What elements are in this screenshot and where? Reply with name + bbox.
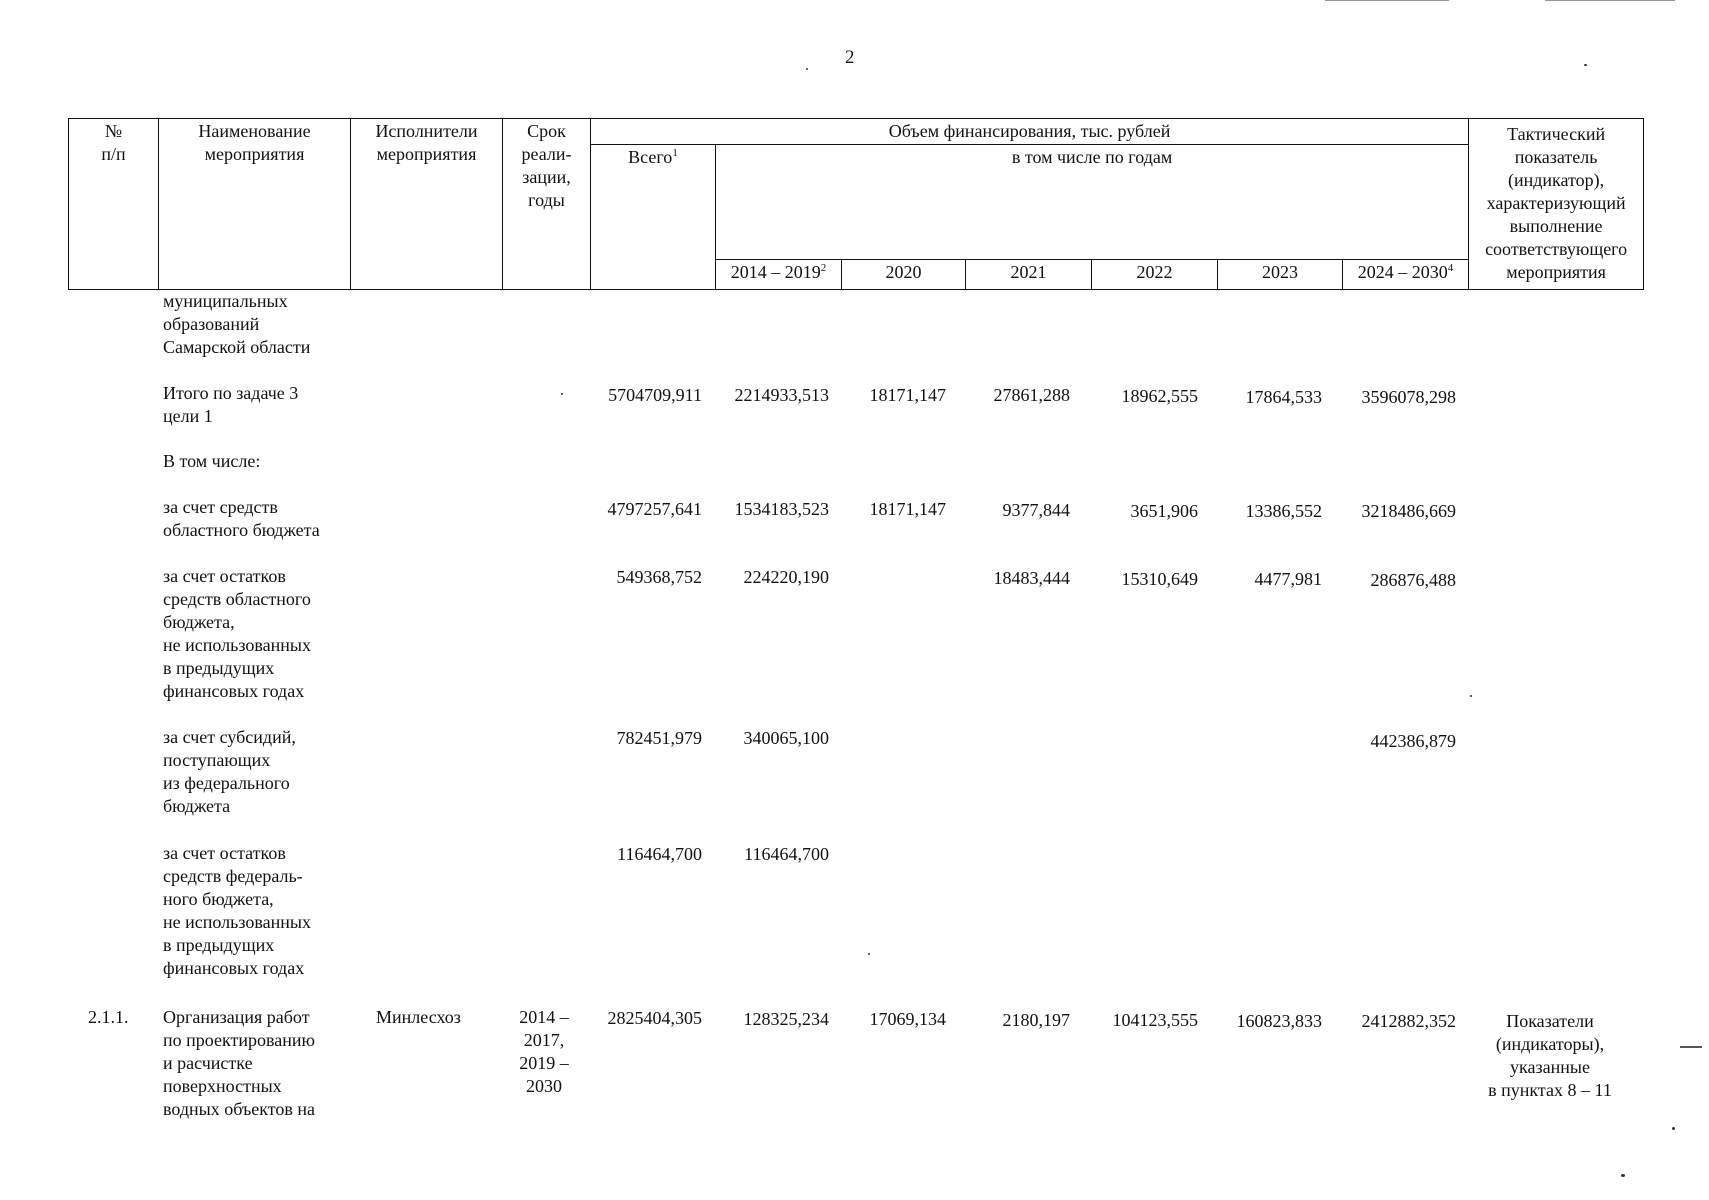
row-211-executor: Минлесхоз <box>376 1007 461 1027</box>
row-subsidii-name: за счет субсидий, поступающих из федерального бюджета <box>163 727 296 816</box>
row-ostatki-obl-y2023: 4477,981 <box>1254 569 1322 589</box>
header-num: № п/п <box>69 119 159 290</box>
row-ostatki-obl-name: за счет остатков средств областного бюджета, не использованных в предыдущих финансовых годах <box>163 566 311 701</box>
row-continuation-name: муниципальных образований Самарской области <box>163 291 311 357</box>
header-year-2023: 2023 <box>1218 260 1343 290</box>
row-ostatki-obl-y2014: 224220,190 <box>743 567 829 587</box>
row-ostatki-obl-y2021: 18483,444 <box>993 568 1070 588</box>
row-oblast-name: за счет средств областного бюджета <box>163 497 320 540</box>
row-oblast-y2021: 9377,844 <box>1002 500 1070 520</box>
scan-speck <box>561 393 563 395</box>
scan-speck <box>1584 64 1587 66</box>
scan-edge-mark <box>1545 0 1675 1</box>
row-211-y2022: 104123,555 <box>1112 1010 1198 1030</box>
row-oblast-y2022: 3651,906 <box>1130 501 1198 521</box>
header-year-2020: 2020 <box>842 260 966 290</box>
row-itogo-y2022: 18962,555 <box>1121 386 1198 406</box>
row-211-indicator: Показатели (индикаторы), указанные в пунктах 8 – 11 <box>1488 1011 1612 1100</box>
row-211-num: 2.1.1. <box>88 1007 129 1027</box>
row-211-name: Организация работ по проектированию и расчистке поверхностных водных объектов на <box>163 1007 316 1119</box>
header-term: Срок реали- зации, годы <box>503 119 591 290</box>
row-ostatki-fed-y2014: 116464,700 <box>744 844 829 864</box>
row-subsidii-total: 782451,979 <box>616 728 702 748</box>
header-year-2014-2019: 2014 – 2019$^2$ <box>716 260 842 290</box>
row-ostatki-obl-y2022: 15310,649 <box>1121 569 1198 589</box>
header-indicator: Тактический показатель (индикатор), характеризующий выполнение соответствующего мероприятия <box>1469 119 1644 290</box>
header-total: Всего$^1$ <box>591 145 716 290</box>
row-211-y2024: 2412882,352 <box>1361 1011 1456 1031</box>
header-year-2021: 2021 <box>966 260 1092 290</box>
page-number: 2 <box>845 47 855 68</box>
row-itogo-y2023: 17864,533 <box>1245 387 1322 407</box>
scan-speck <box>1470 695 1472 697</box>
row-itogo-total: 5704709,911 <box>608 385 702 405</box>
row-itogo-name: Итого по задаче 3 цели 1 <box>163 383 299 426</box>
scan-edge-mark <box>1680 1046 1702 1048</box>
row-ostatki-fed-name: за счет остатков средств федераль- ного бюджета, не использованных в предыдущих финансовых годах <box>163 843 311 978</box>
row-oblast-y2014: 1534183,523 <box>734 499 829 519</box>
row-211-y2021: 2180,197 <box>1002 1010 1070 1030</box>
header-year-2024-2030: 2024 – 2030$^4$ <box>1343 260 1469 290</box>
row-itogo-y2024: 3596078,298 <box>1361 387 1456 407</box>
header-name: Наименование мероприятия <box>159 119 351 290</box>
row-ostatki-fed-total: 116464,700 <box>617 844 702 864</box>
row-211-y2014: 128325,234 <box>743 1009 829 1029</box>
row-vtom-name: В том числе: <box>163 451 261 471</box>
scan-speck <box>1621 1174 1625 1177</box>
header-funding: Объем финансирования, тыс. рублей <box>591 119 1469 145</box>
row-oblast-total: 4797257,641 <box>607 499 702 519</box>
row-itogo-y2014: 2214933,513 <box>734 385 829 405</box>
row-ostatki-obl-total: 549368,752 <box>616 567 702 587</box>
row-oblast-y2023: 13386,552 <box>1245 501 1322 521</box>
row-211-y2020: 17069,134 <box>869 1009 946 1029</box>
header-executors: Исполнители мероприятия <box>351 119 503 290</box>
row-oblast-y2024: 3218486,669 <box>1361 501 1456 521</box>
row-211-y2023: 160823,833 <box>1236 1011 1322 1031</box>
row-itogo-y2021: 27861,288 <box>993 385 1070 405</box>
scan-speck <box>806 68 808 70</box>
row-subsidii-y2014: 340065,100 <box>743 728 829 748</box>
header-by-years: в том числе по годам <box>716 145 1469 260</box>
row-211-term: 2014 – 2017, 2019 – 2030 <box>519 1007 569 1096</box>
header-year-2022: 2022 <box>1092 260 1218 290</box>
row-ostatki-obl-y2024: 286876,488 <box>1370 570 1456 590</box>
scan-speck <box>868 953 870 955</box>
scan-edge-mark <box>1325 0 1449 1</box>
row-itogo-y2020: 18171,147 <box>869 385 946 405</box>
row-subsidii-y2024: 442386,879 <box>1370 731 1456 751</box>
row-211-total: 2825404,305 <box>607 1008 702 1028</box>
scan-speck <box>1672 1127 1675 1130</box>
row-oblast-y2020: 18171,147 <box>869 499 946 519</box>
